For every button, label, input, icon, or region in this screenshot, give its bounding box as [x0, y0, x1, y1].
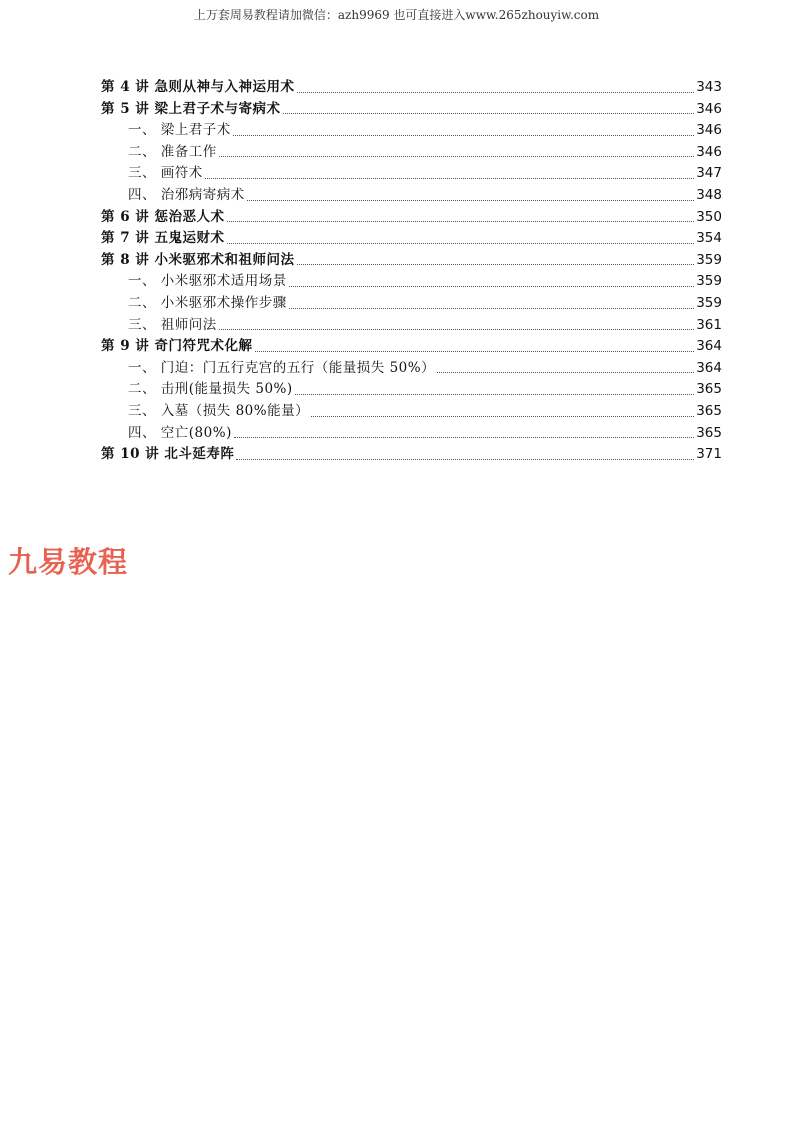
toc-entry[interactable]: [101, 207, 722, 229]
toc-dot-leader: [289, 285, 694, 287]
toc-page-number: 354: [696, 230, 722, 247]
toc-entry-title: 一、 梁上君子术: [128, 122, 231, 139]
toc-page-number: 365: [696, 424, 722, 441]
toc-dot-leader: [227, 220, 695, 222]
toc-page-number: 347: [696, 165, 722, 182]
toc-dot-leader: [247, 199, 694, 201]
toc-dot-leader: [227, 242, 695, 244]
toc-entry-title: 第 4 讲 急则从神与入神运用术: [101, 79, 295, 95]
toc-page-number: 346: [696, 100, 722, 117]
toc-dot-leader: [236, 458, 694, 460]
toc-entry[interactable]: [101, 293, 722, 315]
toc-entry-title: 二、 击刑(能量损失 50%): [128, 381, 293, 398]
toc-page-number: 359: [696, 273, 722, 290]
toc-page-number: 348: [696, 186, 722, 203]
toc-page-number: 365: [696, 381, 722, 398]
table-of-contents: [101, 77, 722, 466]
toc-page-number: 361: [696, 316, 722, 333]
toc-page-number: 371: [696, 446, 722, 463]
toc-entry-title: 第 7 讲 五鬼运财术: [101, 230, 225, 247]
toc-entry[interactable]: [101, 142, 722, 164]
toc-entry[interactable]: [101, 228, 722, 250]
toc-page-number: 359: [696, 294, 722, 311]
toc-dot-leader: [255, 350, 695, 352]
toc-dot-leader: [297, 91, 695, 93]
toc-entry-title: 四、 治邪病寄病术: [128, 186, 245, 203]
toc-page-number: 346: [696, 143, 722, 160]
toc-entry[interactable]: [101, 379, 722, 401]
toc-entry[interactable]: [101, 77, 722, 99]
toc-entry[interactable]: [101, 315, 722, 337]
toc-page-number: 350: [696, 208, 722, 225]
toc-entry-title: 一、 门迫：门五行克宫的五行（能量损失 50%）: [128, 359, 436, 376]
toc-entry-title: 三、 入墓（损失 80%能量）: [128, 402, 310, 419]
toc-dot-leader: [233, 134, 694, 136]
toc-entry-title: 第 5 讲 梁上君子术与寄病术: [101, 100, 281, 117]
toc-entry-title: 一、 小米驱邪术适用场景: [128, 273, 287, 290]
toc-page-number: 343: [696, 79, 722, 95]
toc-dot-leader: [283, 112, 695, 114]
toc-entry-title: 第 8 讲 小米驱邪术和祖师问法: [101, 251, 295, 268]
toc-entry[interactable]: [101, 120, 722, 142]
toc-page-number: 365: [696, 402, 722, 419]
toc-dot-leader: [289, 307, 694, 309]
toc-entry[interactable]: [101, 358, 722, 380]
toc-entry-title: 三、 祖师问法: [128, 316, 217, 333]
toc-entry-title: 四、 空亡(80%): [128, 424, 232, 441]
toc-page-number: 364: [696, 338, 722, 355]
toc-entry-title: 三、 画符术: [128, 165, 203, 182]
toc-entry[interactable]: [101, 336, 722, 358]
toc-page-number: 364: [696, 359, 722, 376]
toc-dot-leader: [205, 177, 694, 179]
toc-entry[interactable]: [101, 163, 722, 185]
toc-entry-title: 二、 准备工作: [128, 143, 217, 160]
toc-entry-title: 第 10 讲 北斗延寿阵: [101, 446, 235, 463]
toc-entry[interactable]: [101, 185, 722, 207]
toc-dot-leader: [219, 155, 694, 157]
toc-dot-leader: [219, 328, 694, 330]
toc-entry-title: 第 6 讲 惩治恶人术: [101, 208, 225, 225]
toc-page-number: 346: [696, 122, 722, 139]
toc-dot-leader: [295, 393, 695, 395]
toc-page-number: 359: [696, 251, 722, 268]
page-header: 上万套周易教程请加微信：azh9969 也可直接进入www.265zhouyiw.com: [193, 8, 600, 22]
toc-dot-leader: [437, 371, 694, 373]
toc-dot-leader: [311, 415, 694, 417]
watermark-logo: 九易教程: [8, 545, 129, 579]
toc-entry[interactable]: [101, 99, 722, 121]
toc-entry[interactable]: [101, 444, 722, 466]
toc-dot-leader: [234, 436, 694, 438]
toc-entry[interactable]: [101, 401, 722, 423]
toc-entry-title: 二、 小米驱邪术操作步骤: [128, 294, 287, 311]
toc-entry[interactable]: [101, 250, 722, 272]
toc-entry[interactable]: [101, 423, 722, 445]
toc-entry[interactable]: [101, 271, 722, 293]
toc-entry-title: 第 9 讲 奇门符咒术化解: [101, 338, 253, 355]
toc-dot-leader: [297, 263, 695, 265]
